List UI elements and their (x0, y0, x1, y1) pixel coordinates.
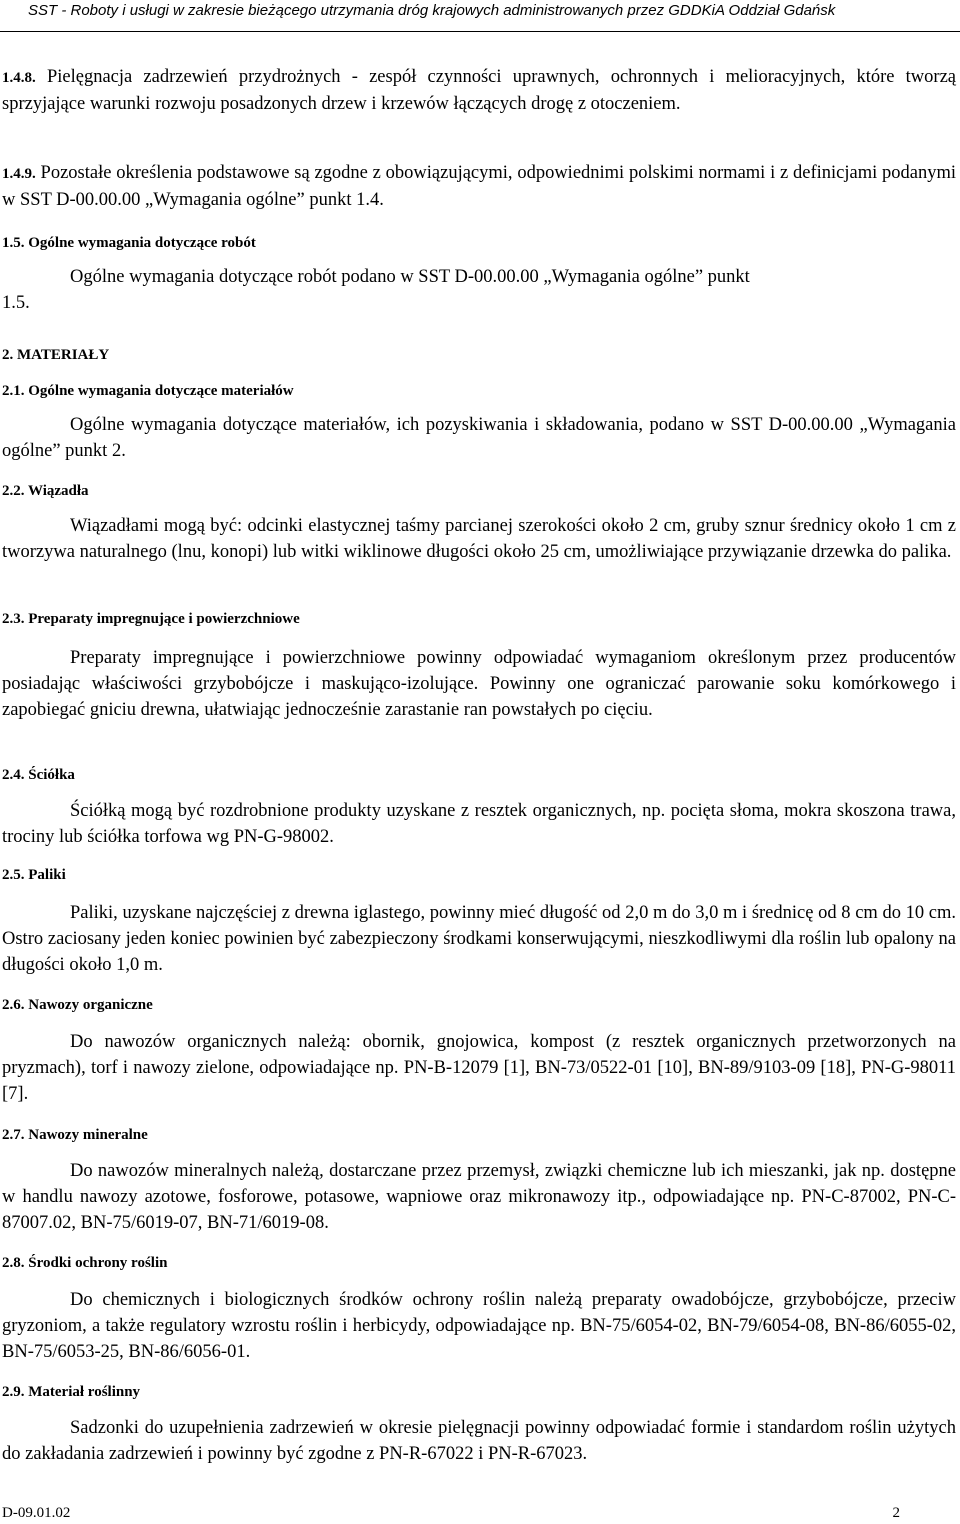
page-number: 2 (892, 1505, 900, 1521)
section-2-4-body (2, 798, 956, 850)
section-1-4-8 (2, 64, 956, 117)
heading-2-7: 2.7. Nawozy mineralne (2, 1127, 148, 1143)
section-number: 1.4.9. (2, 166, 36, 182)
section-text: Pielęgnacja zadrzewień przydrożnych - zespół czynności uprawnych, ochronnych i melioracyjnych, które tworzą sprzyjające warunki rozwoju posadzonych drzew i krzewów łączących drogę z otoczeniem. (2, 67, 956, 114)
heading-2-9: 2.9. Materiał roślinny (2, 1384, 141, 1400)
section-text: Do chemicznych i biologicznych środków ochrony roślin należą preparaty owadobójcze, grzybobójcze, przeciw gryzoniom, a także regulatory wzrostu roślin i herbicydy, odpowiadające np. BN-75/6054-02, BN-79/6054-08, BN-86/6055-02, BN-75/6053-25, BN-86/6056-01. (2, 1290, 956, 1362)
heading-2-3: 2.3. Preparaty impregnujące i powierzchniowe (2, 611, 300, 627)
section-text-tail: 1.5. (2, 293, 30, 313)
section-text: Ogólne wymagania dotyczące robót podano w SST D-00.00.00 „Wymagania ogólne” punkt (70, 267, 750, 287)
header-text: SST - Roboty i usługi w zakresie bieżącego utrzymania dróg krajowych administrowanych przez GDDKiA Oddział Gdańsk (28, 2, 836, 19)
section-text: Do nawozów organicznych należą: obornik, gnojowica, kompost (z resztek organicznych przetworzonych na pryzmach), torf i nawozy zielone, odpowiadające np. PN-B-12079 [1], BN-73/0522-01 [10], BN-89/9103-09 [18], PN-G-98011 [7]. (2, 1032, 956, 1104)
heading-2-1: 2.1. Ogólne wymagania dotyczące materiałów (2, 383, 294, 399)
footer-doc-id: D-09.01.02 (2, 1505, 71, 1521)
section-1-5-body (2, 264, 956, 316)
section-text: Wiązadłami mogą być: odcinki elastycznej taśmy parcianej szerokości około 2 cm, gruby sznur średnicy około 1 cm z tworzywa naturalnego (lnu, konopi) lub witki wiklinowe długości około 25 cm, umożliwiające przywiązanie drzewka do palika. (2, 516, 956, 562)
heading-2: 2. MATERIAŁY (2, 347, 110, 363)
section-2-8-body (2, 1287, 956, 1365)
heading-2-2: 2.2. Wiązadła (2, 483, 89, 499)
section-text: Ściółką mogą być rozdrobnione produkty uzyskane z resztek organicznych, np. pocięta słoma, mokra skoszona trawa, trociny lub ściółka torfowa wg PN-G-98002. (2, 801, 956, 847)
section-text: Ogólne wymagania dotyczące materiałów, ich pozyskiwania i składowania, podano w SST D-00.00.00 „Wymagania ogólne” punkt 2. (2, 415, 956, 461)
section-text: Sadzonki do uzupełnienia zadrzewień w okresie pielęgnacji powinny odpowiadać formie i standardom roślin użytych do zakładania zadrzewień i powinny być zgodne z PN-R-67022 i PN-R-67023. (2, 1418, 956, 1464)
section-number: 1.4.8. (2, 70, 36, 86)
section-2-6-body (2, 1029, 956, 1107)
section-2-2-body (2, 513, 956, 565)
page-footer (2, 1504, 958, 1522)
heading-1-5: 1.5. Ogólne wymagania dotyczące robót (2, 235, 256, 251)
heading-2-6: 2.6. Nawozy organiczne (2, 997, 153, 1013)
section-text: Pozostałe określenia podstawowe są zgodne z obowiązującymi, odpowiednimi polskimi normami i z definicjami podanymi w SST D-00.00.00 „Wymagania ogólne” punkt 1.4. (2, 163, 957, 210)
section-2-3-body (2, 645, 956, 723)
section-text: Preparaty impregnujące i powierzchniowe powinny odpowiadać wymaganiom określonym przez producentów posiadając właściwości grzybobójcze i maskująco-izolujące. Powinny one ograniczać parowanie soku komórkowego i zapobiegać gniciu drewna, ułatwiając jednocześnie zarastanie ran powstałych po cięciu. (2, 648, 956, 720)
section-2-7-body (2, 1158, 956, 1236)
heading-2-4: 2.4. Ściółka (2, 767, 75, 783)
section-2-5-body (2, 900, 956, 978)
heading-2-5: 2.5. Paliki (2, 867, 66, 883)
section-2-1-body (2, 412, 956, 464)
section-1-4-9 (2, 160, 956, 213)
heading-2-8: 2.8. Środki ochrony roślin (2, 1255, 168, 1271)
section-text: Do nawozów mineralnych należą, dostarczane przez przemysł, związki chemiczne lub ich mieszanki, jak np. dostępne w handlu nawozy azotowe, fosforowe, potasowe, wapniowe oraz mikronawozy itp., odpowiadające np. PN-C-87002, PN-C-87007.02, BN-75/6019-07, BN-71/6019-08. (2, 1161, 956, 1233)
section-text: Paliki, uzyskane najczęściej z drewna iglastego, powinny mieć długość od 2,0 m do 3,0 m i średnicę od 8 cm do 10 cm. Ostro zaciosany jeden koniec powinien być zabezpieczony środkami konserwującymi, nieszkodliwymi dla roślin lub opalony na długości około 1,0 m. (2, 903, 956, 975)
section-2-9-body (2, 1415, 956, 1467)
page-header (0, 0, 960, 32)
